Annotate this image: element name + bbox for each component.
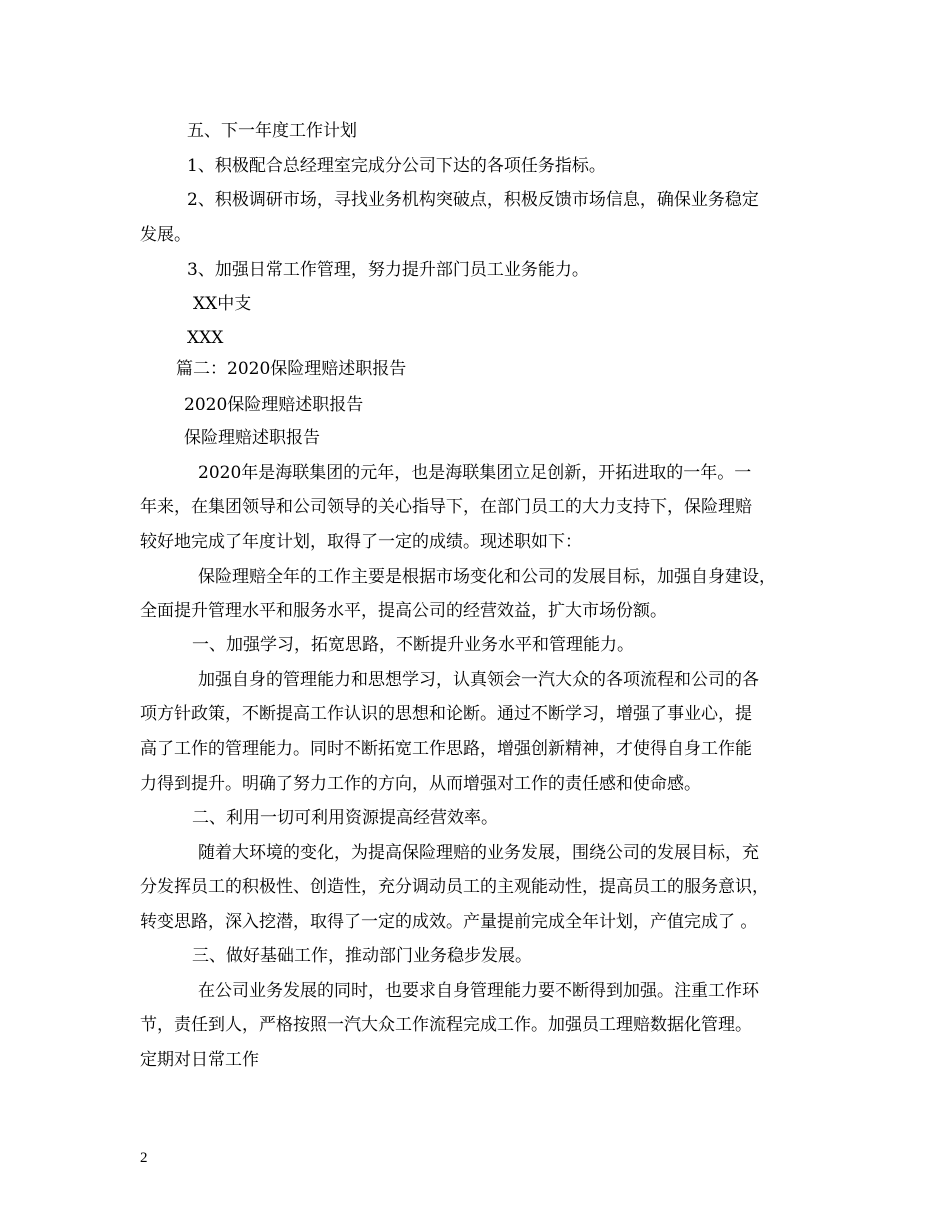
paragraph-line: 随着大环境的变化，为提高保险理赔的业务发展，围绕公司的发展目标，充: [198, 843, 759, 863]
report-title: 2020保险理赔述职报告: [184, 395, 364, 415]
paragraph-line: 高了工作的管理能力。同时不断拓宽工作思路，增强创新精神，才使得自身工作能: [140, 739, 752, 759]
signature-branch: XX中支: [193, 294, 252, 314]
plan-item-2-cont: 发展。: [140, 225, 191, 245]
paragraph-line: 全面提升管理水平和服务水平，提高公司的经营效益，扩大市场份额。: [140, 601, 667, 621]
paragraph-line: 年来，在集团领导和公司领导的关心指导下，在部门员工的大力支持下，保险理赔: [140, 497, 752, 517]
section-heading-three: 三、做好基础工作，推动部门业务稳步发展。: [192, 946, 532, 966]
section-heading-one: 一、加强学习，拓宽思路，不断提升业务水平和管理能力。: [192, 635, 634, 655]
paragraph-line: 转变思路，深入挖潜，取得了一定的成效。产量提前完成全年计划，产值完成了 。: [140, 912, 758, 932]
paragraph-line: 节，责任到人，严格按照一汽大众工作流程完成工作。加强员工理赔数据化管理。: [140, 1015, 752, 1035]
plan-item-3: 3、加强日常工作管理，努力提升部门员工业务能力。: [187, 260, 589, 280]
plan-item-2: 2、积极调研市场，寻找业务机构突破点，积极反馈市场信息，确保业务稳定: [187, 190, 759, 210]
page-number: 2: [140, 1150, 148, 1166]
paragraph-line: 项方针政策，不断提高工作认识的思想和论断。通过不断学习，增强了事业心，提: [140, 704, 752, 724]
paragraph-line: 在公司业务发展的同时，也要求自身管理能力要不断得到加强。注重工作环: [198, 981, 759, 1001]
paragraph-line: 较好地完成了年度计划，取得了一定的成绩。现述职如下：: [140, 532, 582, 552]
paragraph-line: 保险理赔全年的工作主要是根据市场变化和公司的发展目标，加强自身建设，: [198, 567, 776, 587]
paragraph-line: 2020年是海联集团的元年，也是海联集团立足创新，开拓进取的一年。一: [198, 463, 752, 483]
paragraph-line: 定期对日常工作: [140, 1050, 259, 1070]
paragraph-line: 加强自身的管理能力和思想学习，认真领会一汽大众的各项流程和公司的各: [198, 670, 759, 690]
section-heading-two: 二、利用一切可利用资源提高经营效率。: [192, 808, 498, 828]
section-heading-plan: 五、下一年度工作计划: [187, 121, 357, 141]
paragraph-line: 力得到提升。明确了努力工作的方向，从而增强对工作的责任感和使命感。: [140, 774, 701, 794]
plan-item-1: 1、积极配合总经理室完成分公司下达的各项任务指标。: [187, 156, 606, 176]
signature-name: XXX: [187, 328, 224, 348]
article-two-title: 篇二：2020保险理赔述职报告: [176, 359, 407, 379]
paragraph-line: 分发挥员工的积极性、创造性，充分调动员工的主观能动性，提高员工的服务意识，: [140, 877, 769, 897]
report-subtitle: 保险理赔述职报告: [184, 428, 320, 448]
